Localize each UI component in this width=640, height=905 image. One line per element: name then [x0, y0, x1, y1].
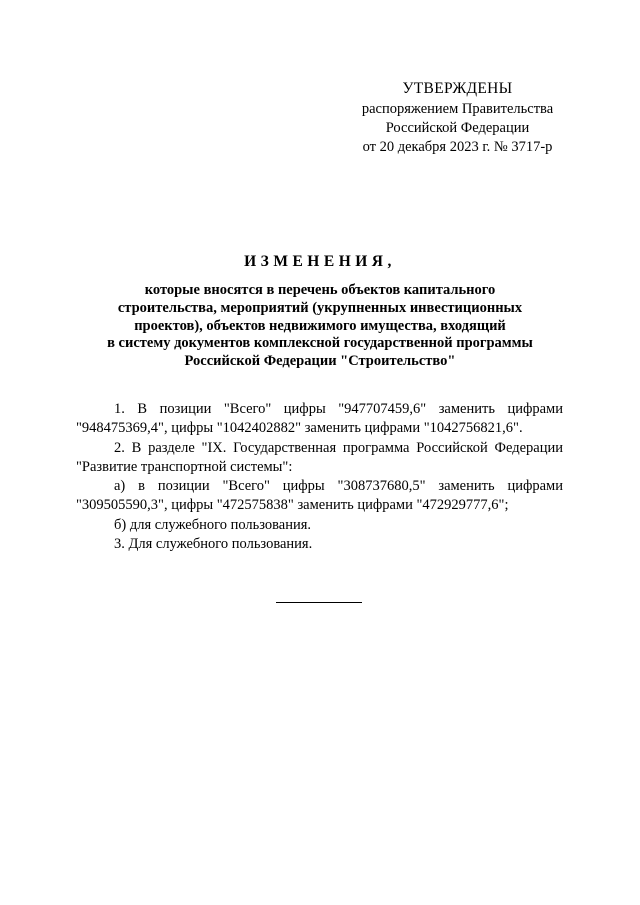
paragraph-2a-rest: "309505590,3", цифры "472575838" заменить цифрами "472929777,6"; — [76, 497, 509, 514]
paragraph-3: 3. Для служебного пользования. — [114, 536, 313, 553]
subtitle-line-2: строительства, мероприятий (укрупненных инвестиционных — [117, 299, 523, 316]
closing-divider-line — [276, 602, 362, 603]
document-body — [76, 400, 563, 554]
subtitle-line-1: которые вносятся в перечень объектов капитального — [144, 282, 496, 298]
paragraph-1 — [76, 400, 563, 439]
approval-line-3: от 20 декабря 2023 г. № 3717-р — [362, 139, 553, 155]
document-title: ИЗМЕНЕНИЯ, — [244, 253, 396, 270]
subtitle-line-5: Российской Федерации "Строительство" — [184, 353, 456, 370]
subtitle-line-4: в систему документов комплексной государственной программы — [107, 335, 533, 352]
paragraph-1-first-line: 1. В позиции "Всего" цифры "947707459,6" заменить цифрами — [114, 401, 563, 417]
paragraph-2b: б) для служебного пользования. — [114, 516, 312, 533]
approved-heading: УТВЕРЖДЕНЫ — [402, 80, 513, 97]
paragraph-2-rest: "Развитие транспортной системы": — [76, 458, 293, 475]
approval-stamp — [330, 79, 585, 157]
paragraph-2 — [76, 439, 563, 478]
document-title-block — [60, 252, 580, 371]
paragraph-1-rest: "948475369,4", цифры "1042402882" заменить цифрами "1042756821,6". — [76, 420, 523, 437]
paragraph-2a-first-line: а) в позиции "Всего" цифры "308737680,5" заменить цифрами — [114, 478, 563, 495]
subtitle-line-3: проектов), объектов недвижимого имущества, входящий — [134, 317, 506, 334]
approval-line-2: Российской Федерации — [385, 120, 530, 136]
approval-line-1: распоряжением Правительства — [361, 101, 554, 117]
paragraph-2a — [76, 477, 563, 516]
paragraph-2-first-line: 2. В разделе "IX. Государственная программа Российской Федерации — [114, 439, 563, 456]
